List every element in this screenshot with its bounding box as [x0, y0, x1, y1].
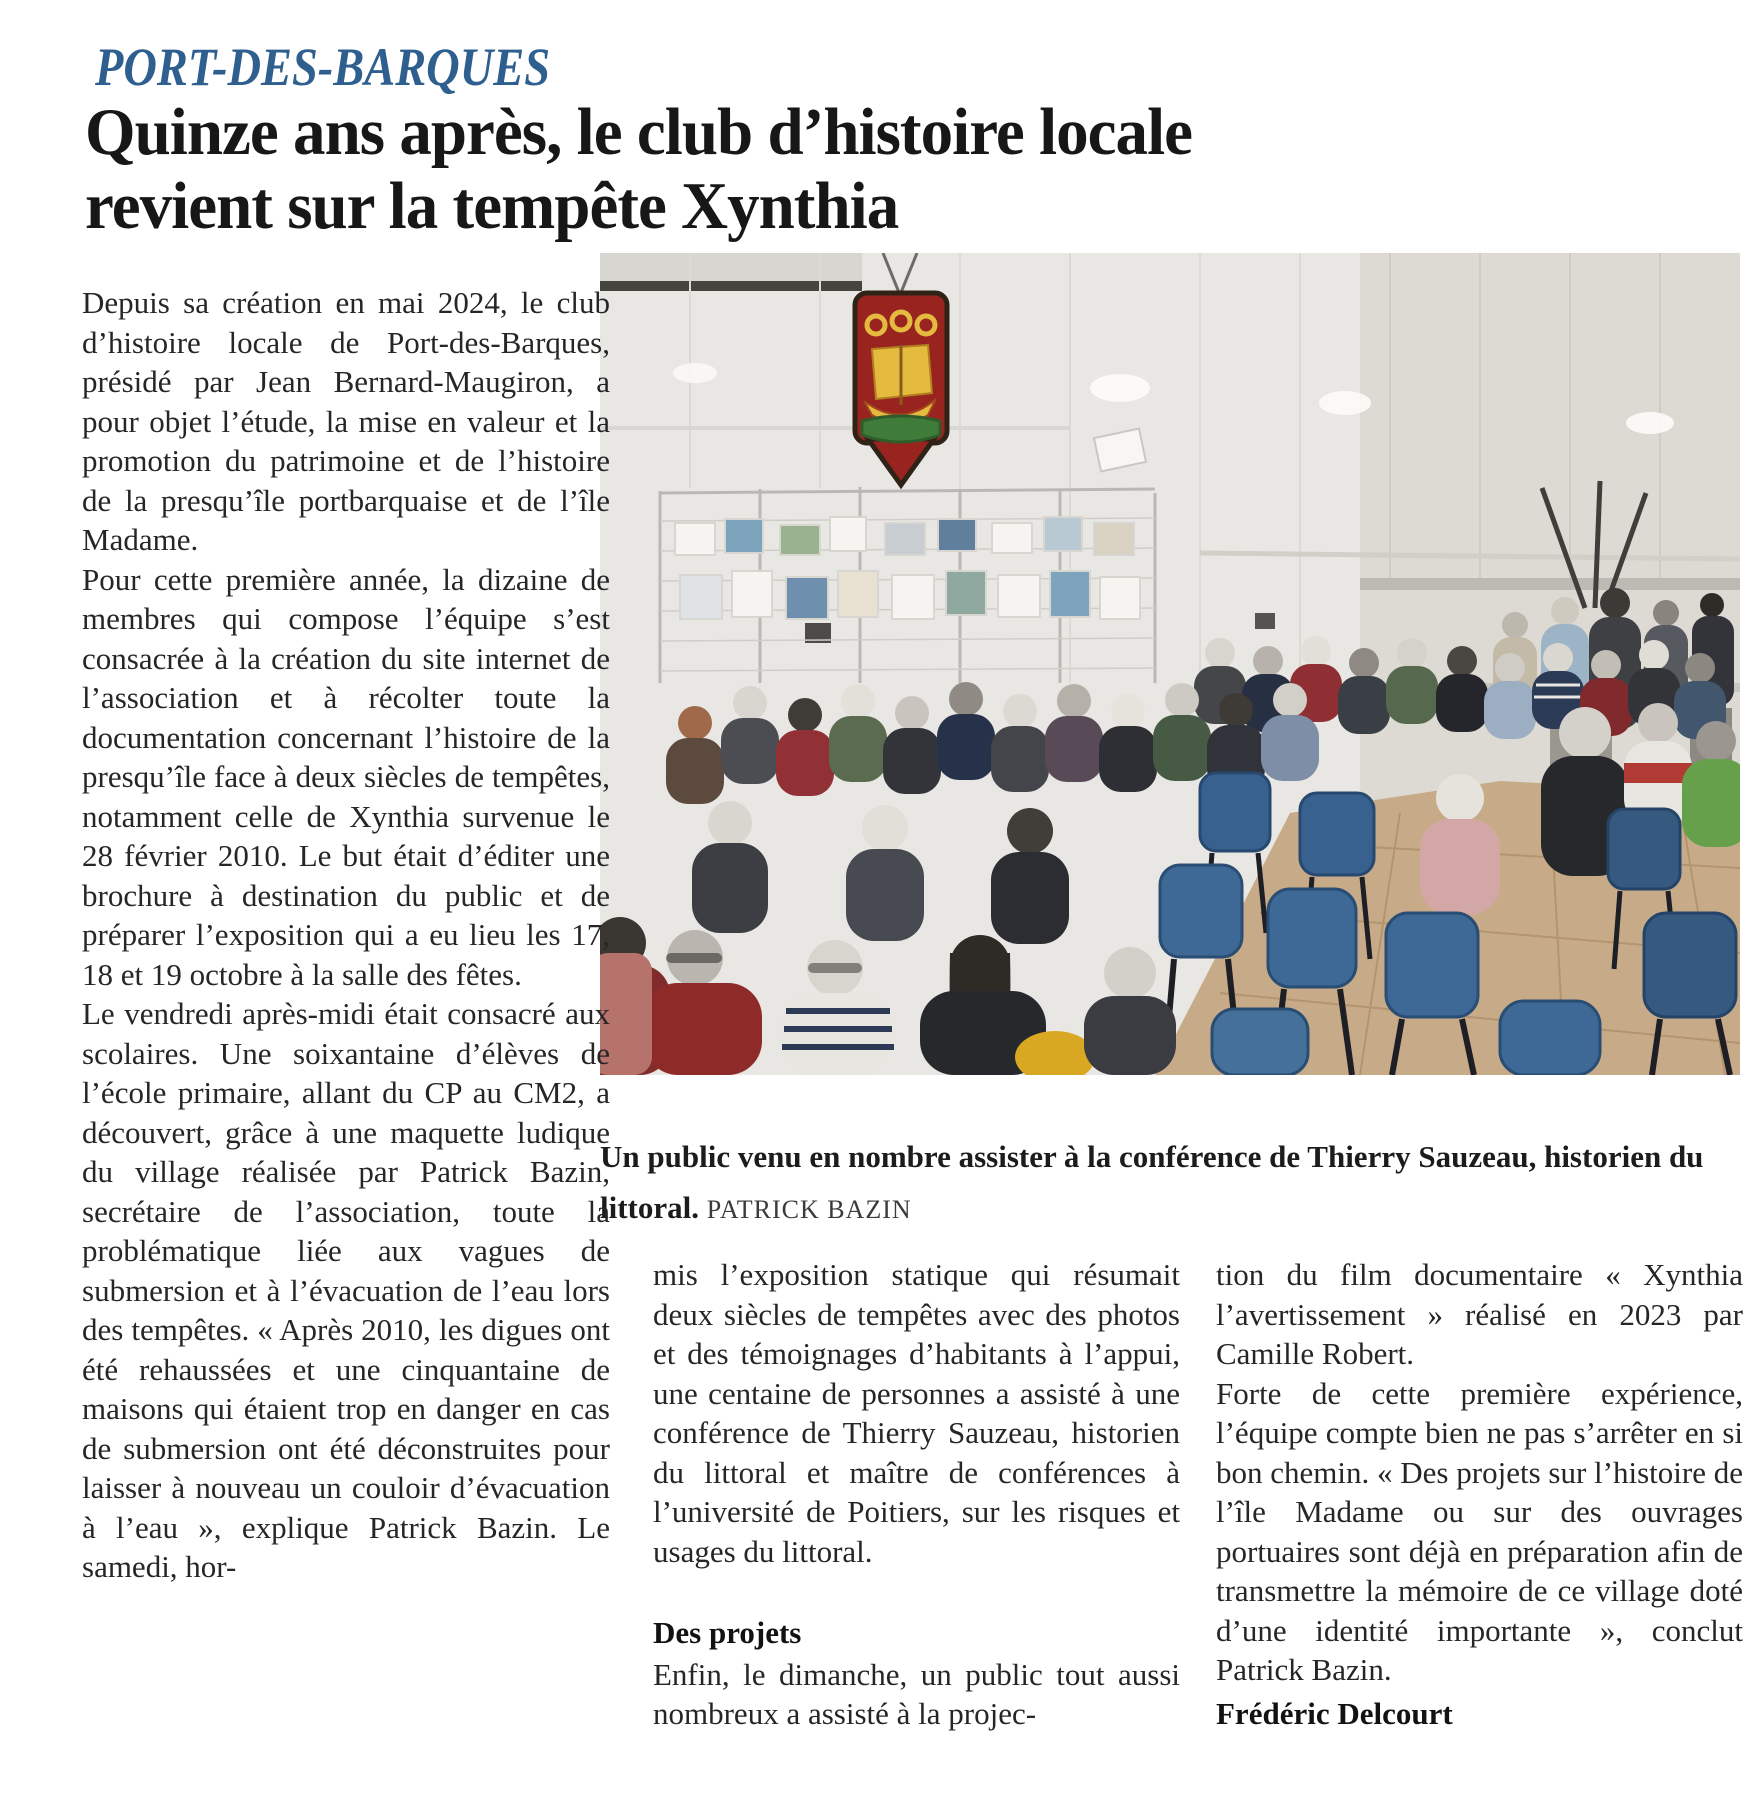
paragraph: Le vendredi après-midi était consacré aux scolaires. Une soixantaine d’élèves de l’école primaire, allant du CP au CM2, a découvert, grâce à une maquette ludique du village réalisée par Patrick Bazin, secrétaire de l’association, toute la problématique liée aux vagues de submersion et à l’évacuation de l’eau lors des tempêtes. « Après 2010, les digues ont été rehaussées et une cinquantaine de maisons qui étaient trop en danger en cas de submersion ont été déconstruites pour laisser à nouveau un couloir d’évacuation à l’eau », explique Patrick Bazin. Le samedi, hor-: [82, 996, 610, 1584]
paragraph: Enfin, le dimanche, un public tout aussi nombreux a assisté à la projec-: [653, 1656, 1180, 1731]
paragraph: mis l’exposition statique qui résumait deux siècles de tempêtes avec des photos et des témoignages d’habitants à l’appui, une centaine de personnes a assisté à une conférence de Thierry Sauzeau, historien du littoral et maître de conférences à l’université de Poitiers, sur les risques et usages du littoral.: [653, 1257, 1180, 1569]
paragraph: Forte de cette première expérience, l’équipe compte bien ne pas s’arrêter en si bon chemin. « Des projets sur l’histoire de l’île Madame ou sur des ouvrages portuaires sont déjà en préparation afin de transmettre la mémoire de ce village doté d’une identité importante », conclut Patrick Bazin.: [1216, 1375, 1743, 1687]
page-title: [85, 96, 1637, 243]
photo-credit: PATRICK BAZIN: [706, 1195, 912, 1225]
byline: Frédéric Delcourt: [1216, 1695, 1453, 1731]
article-photo: [600, 253, 1740, 1075]
paragraph: Pour cette première année, la dizaine de membres qui compose l’équipe s’est consacrée à la création du site internet de l’association et à récolter toute la documentation concernant l’histoire de la presqu’île face à deux siècles de tempêtes, notamment celle de Xynthia survenue le 28 février 2010. Le but était d’éditer une brochure à destination du public et de préparer l’exposition qui a eu lieu les 17, 18 et 19 octobre à la salle des fêtes.: [82, 561, 610, 992]
body-column-1: [82, 283, 610, 1587]
body-column-2: [653, 1255, 1180, 1734]
headline-line-1: Quinze ans après, le club d’histoire locale: [85, 95, 1193, 169]
paragraph: Depuis sa création en mai 2024, le club d’histoire locale de Port-des-Barques, présidé par Jean Bernard-Maugiron, a pour objet l’étude, la mise en valeur et la promotion du patrimoine et de l’histoire de la presqu’île portbarquaise et de l’île Madame.: [82, 285, 610, 557]
subhead-des-projets: Des projets: [653, 1615, 802, 1650]
body-column-3: [1216, 1255, 1743, 1733]
photo-caption: [600, 1131, 1740, 1233]
kicker: PORT-DES-BARQUES: [95, 37, 551, 97]
headline-line-2: revient sur la tempête Xynthia: [85, 168, 899, 243]
paragraph: tion du film documentaire « Xynthia l’avertissement » réalisé en 2023 par Camille Robert.: [1216, 1257, 1743, 1371]
article-photo-illustration: [600, 253, 1740, 1075]
photo-caption-text: Un public venu en nombre assister à la conférence de Thierry Sauzeau, historien du littoral.: [600, 1139, 1704, 1226]
